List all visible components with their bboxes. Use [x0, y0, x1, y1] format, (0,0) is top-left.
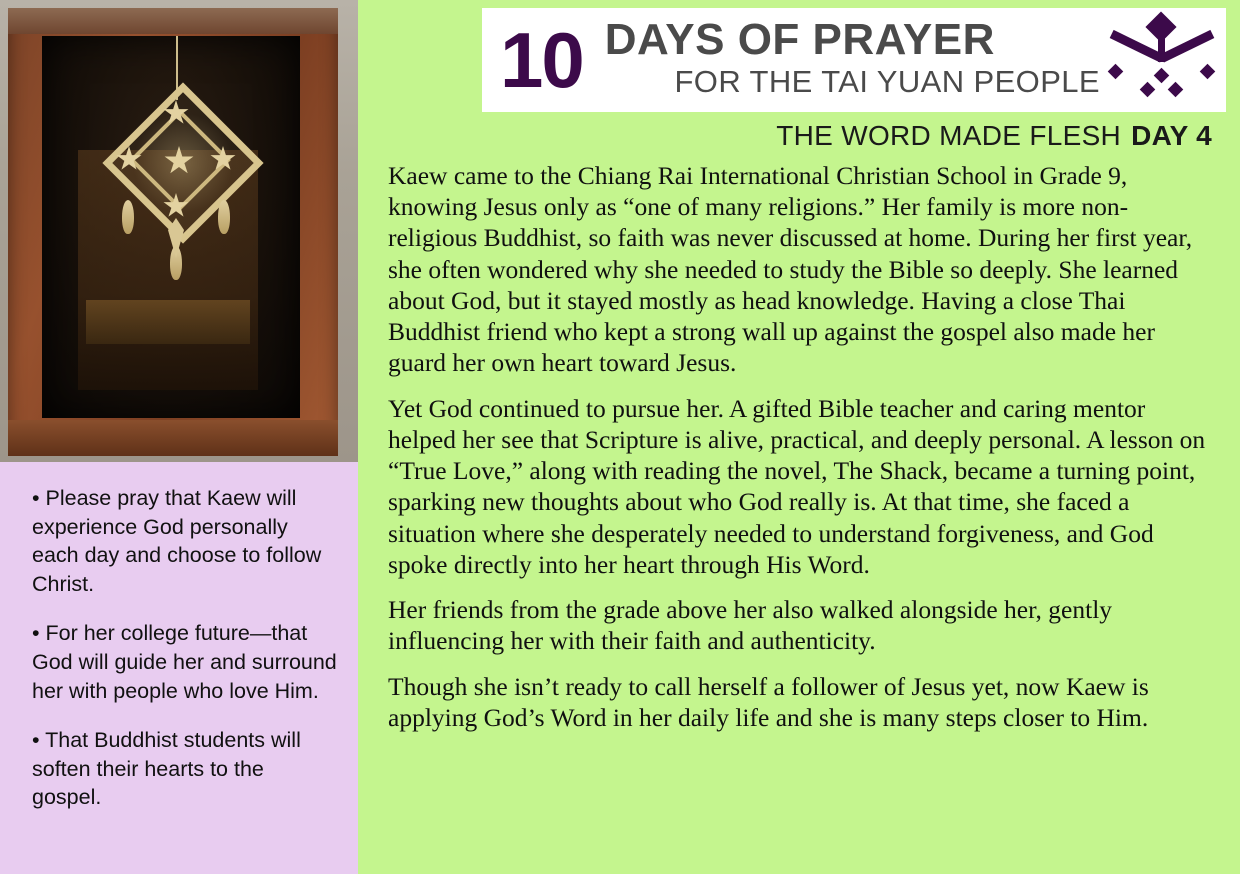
- left-column: [0, 0, 358, 874]
- ornament-tassel: [122, 200, 134, 234]
- story-paragraph: Her friends from the grade above her also walked alongside her, gently influencing her with their faith and authenticity.: [388, 595, 1113, 656]
- hanging-ornament: [108, 96, 244, 306]
- section-subheading: [776, 120, 1212, 152]
- list-item: • Please pray that Kaew will experience God personally each day and choose to follow Christ.: [32, 486, 322, 596]
- banner-title-block: [597, 15, 1106, 102]
- banner-header: [482, 8, 1226, 112]
- banner-number: 10: [500, 16, 583, 104]
- photo-window-lintel: [8, 8, 338, 34]
- logo-dot: [1200, 64, 1216, 80]
- story-paragraph: Yet God continued to pursue her. A gifted Bible teacher and caring mentor helped her see that Scripture is alive, practical, and deeply personal. A lesson on “True Love,” along with reading the novel, The Shack, became a turning point, sparking new thoughts about who God really is. At that time, she faced a situation where she desperately needed to understand forgiveness, and God spoke directly into her heart through His Word.: [388, 393, 1206, 579]
- right-column: [358, 0, 1240, 874]
- banner-title: DAYS OF PRAYER: [604, 15, 995, 65]
- photo-window-sill: [8, 420, 338, 456]
- story-paragraph: Though she isn’t ready to call herself a follower of Jesus yet, now Kaew is applying God’s Word in her daily life and she is many steps closer to Him.: [388, 671, 1149, 732]
- list-item: • For her college future—that God will guide her and surround her with people who love Him.: [32, 621, 337, 703]
- ornament-tassel: [218, 200, 230, 234]
- thai-window-with-hanging-ornament-photo: [0, 0, 358, 462]
- prayer-points-list: [0, 462, 358, 874]
- story-paragraph: Kaew came to the Chiang Rai International Christian School in Grade 9, knowing Jesus only as “one of many religions.” Her family is more non-religious Buddhist, so faith was never discussed at home. During her first year, she often wondered why she needed to study the Bible so deeply. She learned about God, but it stayed mostly as head knowledge. Having a close Thai Buddhist friend who kept a strong wall up against the gospel also made her guard her own heart toward Jesus.: [388, 161, 1193, 378]
- day-label: DAY 4: [1131, 120, 1212, 151]
- subheading-title: THE WORD MADE FLESH: [776, 120, 1122, 151]
- logo-dot: [1140, 82, 1156, 98]
- photo-shrine-band: [86, 300, 250, 344]
- logo-dot: [1154, 68, 1170, 84]
- logo-dot: [1108, 64, 1124, 80]
- tai-yuan-ornament-logo-icon: [1106, 14, 1218, 106]
- story-body: [388, 160, 1214, 747]
- logo-dot: [1168, 82, 1184, 98]
- banner-subtitle: FOR THE TAI YUAN PEOPLE: [674, 64, 1100, 100]
- list-item: • That Buddhist students will soften their hearts to the gospel.: [32, 728, 301, 810]
